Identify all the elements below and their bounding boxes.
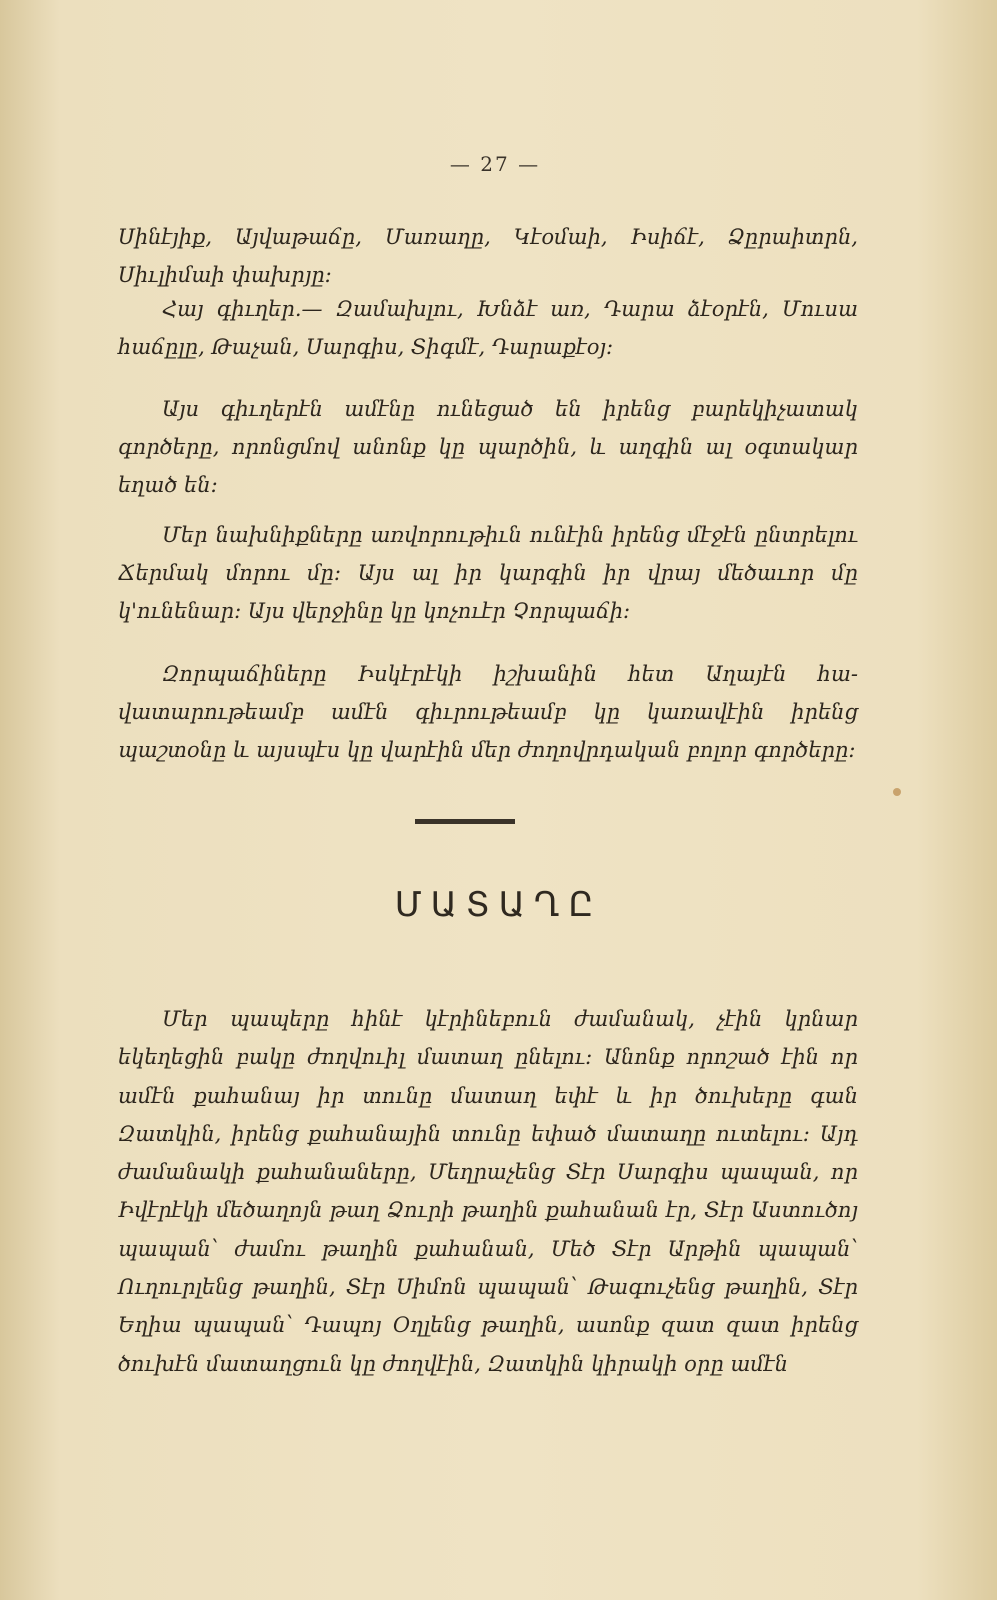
- text-block-5: [118, 655, 858, 769]
- text-block-4: [118, 516, 858, 630]
- text-block-armenian-villages: [118, 290, 858, 366]
- paragraph-3: Այս գիւղերէն ամէնը ունեցած են իրենց բարեկիչատակ գործերը, որոնցմով անոնք կը պարծին, և աղգին ալ օգտակար եղած են։: [118, 397, 858, 497]
- paragraph-6: Մեր պապերը հինէ կէրինեբուն ժամանակ, չէին կրնար եկեղեցին բակը ժողվուիլ մատաղ ընելու։ Անոնք որոշած էին որ ամէն քահանայ իր տունը մատաղ եփէ և իր ծուխերը գան Զատկին, իրենց քահանային տունը եփած մատաղը ուտելու։ Այդ ժամանակի քահանաները, Մեղրաչենց Տէր Սարգիս պապան, որ Իվէրէկի մեծաղոյն թաղ Ձուրի թաղին քահանան էր, Տէր Աստուծոյ պապան՝ ժամու թաղին քահանան, Մեծ Տէր Արթին պապան՝ Ուղուրլենց թաղին, Տէր Սիմոն պապան՝ Թագուչենց թաղին, Տէր Եղիա պապան՝ Դապոյ Օղլենց թաղին, ասոնք զատ զատ իրենց ծուխէն մատաղցուն կը ժողվէին, Զատկին կիրակի օրը ամէն: [118, 1007, 858, 1376]
- text-block-top: [118, 218, 858, 294]
- section-title: ՄԱՏԱՂԸ: [394, 885, 603, 925]
- text-block-6: [118, 1000, 858, 1383]
- section-divider: [415, 819, 515, 824]
- paragraph-5: Զորպաճիները Իսկէրէկի իշխանին հետ Աղայէն հավատարութեամբ ամէն գիւրութեամբ կը կառավէին իրենց պաշտօնը և այսպէս կը վարէին մեր ժողովրդական բոլոր գործերը։: [118, 662, 858, 762]
- text-block-3: [118, 390, 858, 504]
- paragraph-armenian-villages: Հայ գիւղեր.— Զամախլու, Խնձէ առ, Դարա ձէօրէն, Մուսա հաճըլը, Թաչան, Սարգիս, Տիգմէ, Դարաքէօյ։: [118, 297, 858, 359]
- page-number: — 27 —: [449, 152, 541, 176]
- paragraph-4: Մեր նախնիքները առվորութիւն ունէին իրենց մէջէն ընտրելու Ճերմակ մորու մը։ Այս ալ իր կարգին իր վրայ մեծաւոր մը կ'ունենար։ Այս վերջինը կը կոչուէր Չորպաճի։: [118, 523, 858, 623]
- ink-spot: [893, 788, 901, 796]
- paragraph-villages-1: Սինէյիք, Այվաթաճը, Մառաղը, Կէօմաի, Իսիճէ, Ձըրաիտրն, Սիւլիմաի փախրյը։: [118, 225, 858, 287]
